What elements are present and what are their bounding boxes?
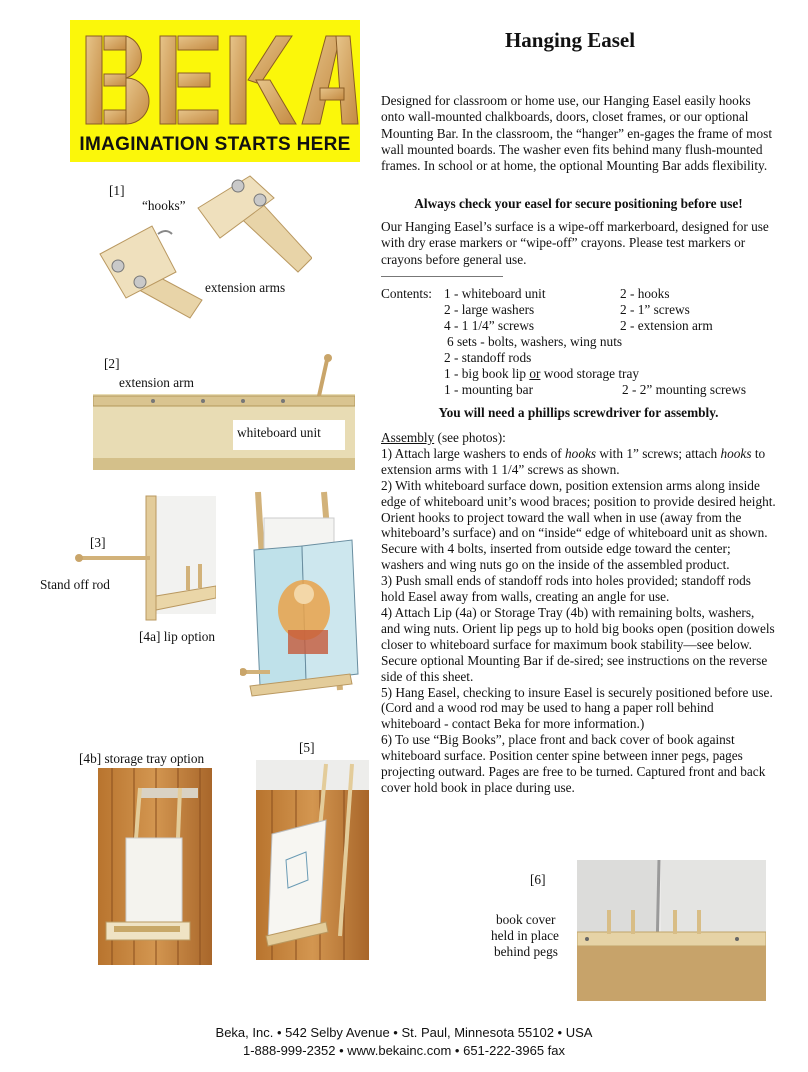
photo-2-board-label: whiteboard unit <box>237 425 321 440</box>
divider <box>381 276 503 277</box>
assembly-step-6: 6) To use “Big Books”, place front and back cover of book against whiteboard surface. Position center spine between inner pegs, pages projecting outward. Pages are free to be turned. Captured front and back cover hold book in place during use. <box>381 732 766 795</box>
logo-tagline: IMAGINATION STARTS HERE <box>79 134 351 155</box>
tools-note: You will need a phillips screwdriver for assembly. <box>438 405 719 420</box>
contents-item: 2 - hooks <box>620 286 670 301</box>
safety-warning: Always check your easel for secure positioning before use! <box>414 196 743 211</box>
photo-big-book <box>240 490 360 704</box>
photo-1-arms-label: extension arms <box>205 280 286 295</box>
contents-item: 6 sets - bolts, washers, wing nuts <box>447 334 623 349</box>
photo-2-number: [2] <box>104 356 120 371</box>
photo-storage-tray <box>98 768 212 965</box>
contents-item: 2 - standoff rods <box>444 350 532 365</box>
photo-6-caption-line2: held in place <box>491 928 559 943</box>
contents-item: 2 - 2” mounting screws <box>622 382 747 397</box>
photo-5-number: [5] <box>299 740 315 755</box>
photo-hanging-easel <box>256 760 369 960</box>
photo-hooks <box>98 168 312 324</box>
contents-item: 1 - big book lip or wood storage tray <box>444 366 639 381</box>
contents-item: 1 - whiteboard unit <box>444 286 546 301</box>
assembly-step-5: 5) Hang Easel, checking to insure Easel is securely positioned before use. (Cord and a wood rod may be used to hang a paper roll behind whiteboard - contact Beka for more information.) <box>381 684 773 732</box>
photo-standoff-lip <box>74 492 216 624</box>
photo-2-arm-label: extension arm <box>119 375 194 390</box>
photo-3-rod-label: Stand off rod <box>40 577 110 592</box>
photo-4a-caption: [4a] lip option <box>139 629 216 644</box>
beka-wordmark-blocks <box>70 26 360 134</box>
photo-1-hooks-label: “hooks” <box>142 198 186 213</box>
photo-extension-arm <box>93 350 355 470</box>
photo-6-caption-line3: behind pegs <box>494 944 558 959</box>
assembly-instructions <box>381 430 776 796</box>
photo-3-number: [3] <box>90 535 106 550</box>
contents-item: 4 - 1 1/4” screws <box>444 318 535 333</box>
photo-4b-caption: [4b] storage tray option <box>79 751 205 766</box>
footer-address: Beka, Inc. • 542 Selby Avenue • St. Paul, Minnesota 55102 • USA <box>215 1025 593 1040</box>
footer-contact: 1-888-999-2352 • www.bekainc.com • 651-222-3965 fax <box>242 1043 566 1058</box>
contents-item: 1 - mounting bar <box>444 382 534 397</box>
assembly-heading: Assembly (see photos): <box>381 430 506 445</box>
photo-1-number: [1] <box>109 183 125 198</box>
contents-label: Contents: <box>381 286 432 301</box>
assembly-step-1: 1) Attach large washers to ends of hooks with 1” screws; attach hooks to extension arms with 1 1/4” screws as shown. <box>381 445 766 477</box>
page-title: Hanging Easel <box>504 28 636 52</box>
photo-book-cover-pegs <box>577 860 766 1001</box>
contents-item: 2 - 1” screws <box>620 302 690 317</box>
assembly-step-3: 3) Push small ends of standoff rods into holes provided; standoff rods hold Easel away from walls, creating an angle for use. <box>381 573 751 605</box>
contents-item: 2 - large washers <box>444 302 535 317</box>
photo-6-caption-line1: book cover <box>496 912 556 927</box>
assembly-step-4: 4) Attach Lip (4a) or Storage Tray (4b) with remaining bolts, washers, and wing nuts. Orient lip pegs up to hold big books open (position dowels closer to whiteboard surface for maximum book stability—see below. Secure optional Mounting Bar if de-sired; see instructions on the reverse side of this sheet. <box>381 604 775 684</box>
markerboard-paragraph: Our Hanging Easel’s surface is a wipe-off markerboard, designed for use with dry erase markers or “wipe-off” crayons. Please test markers or crayons before general use. <box>381 219 769 267</box>
intro-paragraph: Designed for classroom or home use, our Hanging Easel easily hooks onto wall-mounted chalkboards, doors, closet frames, or our optional Mounting Bar. In the classroom, the “hanger” en-gages the frame of most wall mounted boards. The washer even fits behind many flush-mounted frames. In school or at home, the optional Mounting Bar adds flexibility. <box>381 93 773 174</box>
contents-item: 2 - extension arm <box>620 318 713 333</box>
beka-logo <box>70 20 360 162</box>
photo-6-number: [6] <box>530 872 546 887</box>
assembly-step-2: 2) With whiteboard surface down, position extension arms along inside edge of whiteboard unit’s wood braces; position to provide desired height. Orient hooks to project toward the wall when in use (away from the whiteboard’s surface) and on “inside“ edge of whiteboard unit as shown. Secure with 4 bolts, inserted from outside edge toward the center; washers and wing nuts go on the inside of the assembled product. <box>381 477 776 573</box>
